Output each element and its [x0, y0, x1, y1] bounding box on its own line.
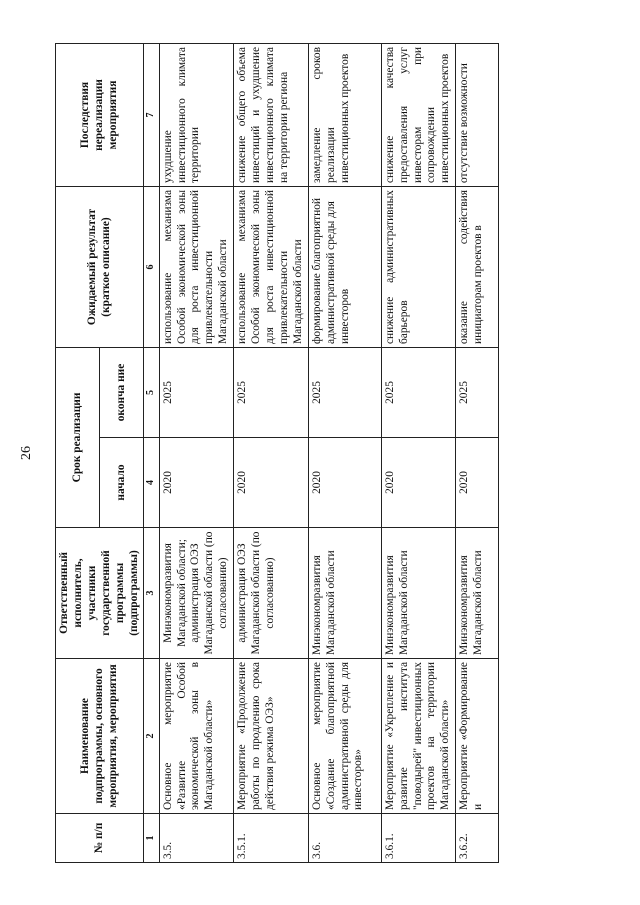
column-number: 3 — [144, 527, 159, 658]
column-number: 2 — [144, 658, 159, 813]
header-result: Ожидаемый результат (краткое описание) — [56, 186, 144, 347]
rotated-table-container — [55, 43, 585, 863]
activity-name: Мероприятие «Продолжение работы по продлению срока действия режима ОЭЗ» — [234, 658, 309, 813]
end-year: 2025 — [381, 347, 456, 437]
executor: Минэкономразвития Магаданской области — [381, 527, 456, 658]
table-row — [159, 43, 234, 862]
header-start: начало — [100, 437, 144, 527]
start-year: 2020 — [456, 437, 499, 527]
executor: Минэкономразвития Магаданской области — [456, 527, 499, 658]
column-number-row — [144, 43, 159, 862]
table-row — [381, 43, 456, 862]
row-number: 3.6. — [308, 813, 381, 862]
header-row — [56, 43, 100, 862]
row-number: 3.6.2. — [456, 813, 499, 862]
column-number: 4 — [144, 437, 159, 527]
end-year: 2025 — [308, 347, 381, 437]
activity-name: Мероприятие «Укрепление и развитие института "поводырей" инвестиционных проектов на территории Магаданской области» — [381, 658, 456, 813]
activity-name: Основное мероприятие «Развитие Особой экономической зоны в Магаданской области» — [159, 658, 234, 813]
header-num: № п/п — [56, 813, 144, 862]
table-row — [234, 43, 309, 862]
executor: Минэкономразвития Магаданской области — [308, 527, 381, 658]
start-year: 2020 — [159, 437, 234, 527]
executor: Минэкономразвития Магаданской области; администрация ОЭЗ Магаданской области (по согласованию) — [159, 527, 234, 658]
expected-result: оказание содействия инициаторам проектов в — [456, 186, 499, 347]
activity-name: Основное мероприятие «Создание благоприятной административной среды для инвесторов» — [308, 658, 381, 813]
column-number: 1 — [144, 813, 159, 862]
start-year: 2020 — [381, 437, 456, 527]
end-year: 2025 — [234, 347, 309, 437]
row-number: 3.5.1. — [234, 813, 309, 862]
expected-result: использование механизма Особой экономической зоны для роста инвестиционной привлекательности Магаданской области — [159, 186, 234, 347]
executor: администрация ОЭЗ Магаданской области (по согласованию) — [234, 527, 309, 658]
consequence: ухудшение инвестиционного климата территории — [159, 43, 234, 186]
column-number: 6 — [144, 186, 159, 347]
header-consequence: Последствия нереализации мероприятия — [56, 43, 144, 186]
start-year: 2020 — [234, 437, 309, 527]
header-end: оконча ние — [100, 347, 144, 437]
start-year: 2020 — [308, 437, 381, 527]
table-row — [456, 43, 499, 862]
column-number: 7 — [144, 43, 159, 186]
end-year: 2025 — [159, 347, 234, 437]
header-executor: Ответственный исполнитель, участники государственной программы (подпрограммы) — [56, 527, 144, 658]
table-row — [308, 43, 381, 862]
header-name: Наименование подпрограммы, основного мероприятия, мероприятия — [56, 658, 144, 813]
activity-name: Мероприятие «Формирование и — [456, 658, 499, 813]
consequence: отсутствие возможности — [456, 43, 499, 186]
expected-result: формирование благоприятной административной среды для инвесторов — [308, 186, 381, 347]
row-number: 3.5. — [159, 813, 234, 862]
row-number: 3.6.1. — [381, 813, 456, 862]
consequence: снижение общего объема инвестиций и ухудшение инвестиционного климата на территории региона — [234, 43, 309, 186]
column-number: 5 — [144, 347, 159, 437]
program-activities-table — [55, 43, 499, 863]
expected-result: снижение административных барьеров — [381, 186, 456, 347]
consequence: замедление сроков реализации инвестиционных проектов — [308, 43, 381, 186]
expected-result: использование механизма Особой экономической зоны для роста инвестиционной привлекательности Магаданской области — [234, 186, 309, 347]
header-period: Срок реализации — [56, 347, 100, 527]
end-year: 2025 — [456, 347, 499, 437]
page-number: 26 — [19, 446, 34, 460]
consequence: снижение качества предоставления услуг инвесторам при сопровождении инвестиционных проектов — [381, 43, 456, 186]
